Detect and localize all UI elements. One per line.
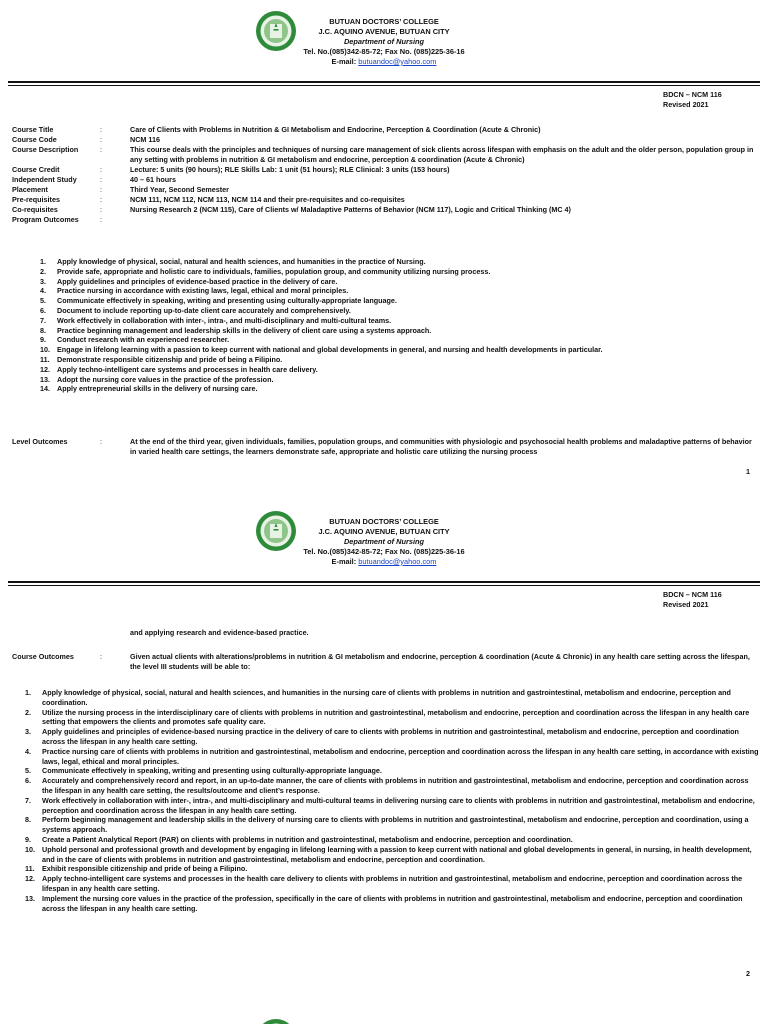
- document-code-block: [663, 590, 722, 610]
- course-info-row: [12, 215, 760, 225]
- item-text: Work effectively in collaboration with inter-, intra-, and multi-disciplinary and multi-cultural teams in delivering nursing care to clients with problems in nutrition and gastrointestinal, metabolism and endocrine, perception and coordination across the lifespan in any health care setting.: [42, 795, 755, 815]
- item-text: Demonstrate responsible citizenship and pride of being a Filipino.: [57, 354, 283, 364]
- revised-label: Revised 2021: [663, 100, 709, 109]
- list-item: [40, 345, 750, 355]
- revised-label: Revised 2021: [663, 600, 709, 609]
- item-text: Apply techno-intelligent care systems and processes in the health care delivery to clients with problems in nutrition and gastrointestinal, metabolism and endocrine, perception and coordination across the lifespan in any health care setting.: [42, 874, 743, 893]
- course-info-label: Independent Study: [12, 175, 77, 184]
- item-number: 8.: [25, 815, 31, 825]
- item-number: 10.: [25, 844, 35, 854]
- item-text: Practice nursing in accordance with existing laws, legal, ethical and moral principles.: [57, 286, 349, 296]
- college-address: J.C. AQUINO AVENUE, BUTUAN CITY: [318, 27, 450, 36]
- item-text: Engage in lifelong learning with a passion to keep current with national and global developments in general, and nursing and health developments in particular.: [57, 345, 603, 355]
- item-text: Apply guidelines and principles of evidence-based nursing practice in the delivery of care to clients with problems in nutrition and gastrointestinal, metabolism and endocrine, perception and coordination across the lifespan in any health care setting.: [42, 727, 739, 746]
- item-text: Perform beginning management and leadership skills in the delivery of nursing care to clients with problems in nutrition and gastrointestinal, metabolism and endocrine, perception and coordination, using a systems approach.: [42, 815, 749, 835]
- item-number: 7.: [40, 315, 46, 325]
- item-number: 14.: [40, 384, 50, 394]
- list-item: [40, 384, 750, 394]
- list-item: [40, 286, 750, 296]
- colon: :: [100, 437, 102, 446]
- item-text: Document to include reporting up-to-date client care accurately and comprehensively.: [57, 305, 351, 315]
- colon: :: [100, 125, 102, 134]
- item-text: Uphold personal and professional growth and development by engaging in lifelong learning with a passion to keep current with national and global developments in general, in nursing, in health development, and in the care of clients with problems in nutrition and gastrointestinal, metabolism and endocrine, perception and coordination.: [42, 844, 752, 864]
- list-item: [40, 267, 750, 277]
- course-info-row: [12, 205, 760, 215]
- list-item: [40, 326, 750, 336]
- email-link[interactable]: butuandoc@yahoo.com: [358, 57, 437, 66]
- item-number: 1.: [25, 688, 31, 697]
- item-text: Provide safe, appropriate and holistic care to individuals, families, population group, and community utilizing nursing process.: [57, 266, 491, 276]
- phone-numbers: Tel. No.(085)342-85-72; Fax No. (085)225-36-16: [303, 47, 465, 56]
- colon: :: [100, 165, 102, 174]
- header-divider-thin: [8, 85, 760, 86]
- course-info-row: [12, 145, 760, 165]
- list-item: [40, 277, 750, 287]
- item-text: Utilize the nursing process in the interdisciplinary care of clients with problems in nutrition and gastrointestinal, metabolism and endocrine, perception and coordination across the lifespan in any health care setting that empowers the clients and promotes safe quality care.: [42, 707, 750, 727]
- course-info-row: [12, 165, 760, 175]
- item-number: 13.: [40, 374, 50, 384]
- course-info-label: Course Description: [12, 145, 79, 154]
- item-text: Apply entrepreneurial skills in the delivery of nursing care.: [57, 384, 258, 394]
- course-info-row: [12, 175, 760, 185]
- course-info-label: Placement: [12, 185, 48, 194]
- course-info-label: Course Title: [12, 125, 54, 134]
- colon: :: [100, 652, 102, 661]
- college-seal-logo: [255, 1018, 297, 1024]
- email-link[interactable]: butuandoc@yahoo.com: [358, 557, 437, 566]
- item-number: 6.: [25, 776, 31, 786]
- course-info-label: Course Credit: [12, 165, 60, 174]
- item-number: 2.: [25, 707, 31, 717]
- item-text: Practice beginning management and leadership skills in the delivery of client care using a systems approach.: [57, 325, 432, 335]
- college-name: BUTUAN DOCTORS’ COLLEGE: [329, 17, 439, 26]
- course-info-value: Nursing Research 2 (NCM 115), Care of Clients w/ Maladaptive Patterns of Behavior (NCM 117), Logic and Critical Thinking (MC 4): [130, 205, 571, 214]
- item-text: Exhibit responsible citizenship and pride of being a Filipino.: [42, 864, 248, 874]
- item-number: 11.: [40, 354, 50, 364]
- item-number: 13.: [25, 893, 35, 903]
- course-outcomes-label: Course Outcomes: [12, 652, 74, 661]
- list-item: [40, 257, 750, 267]
- colon: :: [100, 195, 102, 204]
- email-label: E-mail:: [331, 57, 357, 66]
- list-item: [40, 355, 750, 365]
- course-info-label: Pre-requisites: [12, 195, 60, 204]
- document-code: BDCN – NCM 116: [663, 590, 722, 599]
- course-info-value: Lecture: 5 units (90 hours); RLE Skills Lab: 1 unit (51 hours); RLE Clinical: 3 units (153 hours): [130, 165, 450, 174]
- list-item: [40, 306, 750, 316]
- item-text: Apply knowledge of physical, social, natural and health sciences, and humanities in the nursing care of clients with problems in nutrition and gastrointestinal, metabolism and endocrine, perception and coordination.: [42, 688, 731, 707]
- header-divider: [8, 581, 760, 583]
- item-number: 7.: [25, 795, 31, 805]
- course-info-value: NCM 116: [130, 135, 160, 144]
- item-text: Implement the nursing core values in the practice of the profession, specifically in the care of clients with problems in nutrition and gastrointestinal, metabolism and endocrine, perception and coordination across the lifespan in any health care setting.: [42, 893, 743, 913]
- item-text: Communicate effectively in speaking, writing and presenting using culturally-appropriate language.: [42, 766, 382, 776]
- colon: :: [100, 145, 102, 154]
- item-text: Apply techno-intelligent care systems and processes in health care delivery.: [57, 364, 318, 374]
- college-address: J.C. AQUINO AVENUE, BUTUAN CITY: [318, 527, 450, 536]
- email-label: E-mail:: [331, 557, 357, 566]
- letterhead: [0, 517, 768, 567]
- item-text: Adopt the nursing core values in the practice of the profession.: [57, 374, 274, 384]
- department-name: Department of Nursing: [343, 537, 425, 546]
- document-code-block: [663, 90, 722, 110]
- course-info-label: Co-requisites: [12, 205, 58, 214]
- course-info-value: This course deals with the principles and techniques of nursing care management of sick clients across lifespan with emphasis on the adult and the older person, population group in any setting with problems in nutrition & GI metabolism and endocrine, perception & coordination (Acute & Chronic): [130, 145, 754, 164]
- course-info-row: [12, 195, 760, 205]
- list-item: [40, 365, 750, 375]
- item-number: 5.: [25, 766, 31, 776]
- level-outcomes-label: Level Outcomes: [12, 437, 68, 446]
- colon: :: [100, 185, 102, 194]
- item-number: 9.: [40, 335, 46, 345]
- document-page-2: [0, 500, 768, 1000]
- document-code: BDCN – NCM 116: [663, 90, 722, 99]
- page-number-2: 2: [746, 969, 750, 978]
- item-text: Work effectively in collaboration with inter-, intra-, and multi-disciplinary and multi-cultural teams.: [57, 315, 392, 325]
- item-number: 8.: [40, 325, 46, 335]
- item-text: Conduct research with an experienced researcher.: [57, 335, 230, 345]
- level-outcomes-continuation: and applying research and evidence-based practice.: [130, 628, 309, 637]
- item-text: Practice nursing care of clients with problems in nutrition and gastrointestinal, metabolism and endocrine, perception and coordination across the lifespan in any health care setting, in accordance with existing laws, legal, ethical and moral principles.: [42, 746, 759, 766]
- item-text: Apply knowledge of physical, social, natural and health sciences, and humanities in the practice of Nursing.: [57, 257, 426, 266]
- list-item: [40, 375, 750, 385]
- course-outcomes-intro: Given actual clients with alterations/problems in nutrition & GI metabolism and endocrine, perception & coordination (Acute & Chronic) in any health care setting across the lifespan, the level III students will be able to:: [130, 652, 750, 671]
- course-info-value: Third Year, Second Semester: [130, 185, 229, 194]
- item-number: 5.: [40, 296, 46, 306]
- item-number: 9.: [25, 834, 31, 844]
- course-info-value: [130, 215, 755, 225]
- program-outcomes-list: [40, 257, 750, 394]
- level-outcomes: [12, 437, 760, 457]
- email-line: [0, 57, 768, 67]
- item-number: 3.: [25, 727, 31, 737]
- item-number: 4.: [40, 286, 46, 296]
- phone-numbers: Tel. No.(085)342-85-72; Fax No. (085)225-36-16: [303, 547, 465, 556]
- course-info-table: [12, 125, 760, 225]
- item-number: 11.: [25, 864, 35, 874]
- college-name: BUTUAN DOCTORS’ COLLEGE: [329, 517, 439, 526]
- course-info-value: Care of Clients with Problems in Nutrition & GI Metabolism and Endocrine, Perception & Coordination (Acute & Chronic): [130, 125, 541, 134]
- item-number: 1.: [40, 257, 46, 266]
- list-item: [40, 316, 750, 326]
- colon: :: [100, 205, 102, 214]
- list-item: [40, 335, 750, 345]
- header-divider-thin: [8, 585, 760, 586]
- course-info-value: 40 – 61 hours: [130, 175, 176, 184]
- email-line: [0, 557, 768, 567]
- item-number: 2.: [40, 266, 46, 276]
- item-number: 4.: [25, 746, 31, 756]
- course-info-row: [12, 125, 760, 135]
- page-number-1: 1: [746, 467, 750, 476]
- item-text: Apply guidelines and principles of evidence-based practice in the delivery of care.: [57, 276, 338, 286]
- document-page-3-partial: [0, 1000, 768, 1024]
- course-info-label: Course Code: [12, 135, 57, 144]
- item-text: Communicate effectively in speaking, writing and presenting using culturally-appropriate language.: [57, 296, 397, 306]
- item-text: Create a Patient Analytical Report (PAR) on clients with problems in nutrition and gastrointestinal, metabolism and endocrine, perception and coordination.: [42, 834, 573, 844]
- department-name: Department of Nursing: [343, 37, 425, 46]
- item-number: 6.: [40, 305, 46, 315]
- colon: :: [100, 215, 102, 224]
- course-outcomes: [12, 652, 760, 672]
- header-divider: [8, 81, 760, 83]
- level-outcomes-text: At the end of the third year, given individuals, families, population groups, and communities with physiologic and psychosocial health problems and maladaptive patterns of behavior in varied health care settings, the learners demonstrate safe, appropriate and holistic care utilizing the nursing process: [130, 437, 752, 456]
- item-number: 12.: [25, 874, 35, 884]
- item-number: 12.: [40, 364, 50, 374]
- course-info-row: [12, 135, 760, 145]
- letterhead: [0, 17, 768, 67]
- item-number: 10.: [40, 345, 50, 355]
- course-info-row: [12, 185, 760, 195]
- colon: :: [100, 135, 102, 144]
- item-text: Accurately and comprehensively record and report, in an up-to-date manner, the care of clients with problems in nutrition and gastrointestinal, metabolism and endocrine, perception and coordination across the lifespan in any health care setting, the results/outcome and client’s response.: [42, 776, 749, 795]
- document-page-1: [0, 0, 768, 500]
- list-item: [40, 296, 750, 306]
- course-info-label: Program Outcomes: [12, 215, 79, 224]
- course-info-value: NCM 111, NCM 112, NCM 113, NCM 114 and their pre-requisites and co-requisites: [130, 195, 405, 204]
- colon: :: [100, 175, 102, 184]
- item-number: 3.: [40, 276, 46, 286]
